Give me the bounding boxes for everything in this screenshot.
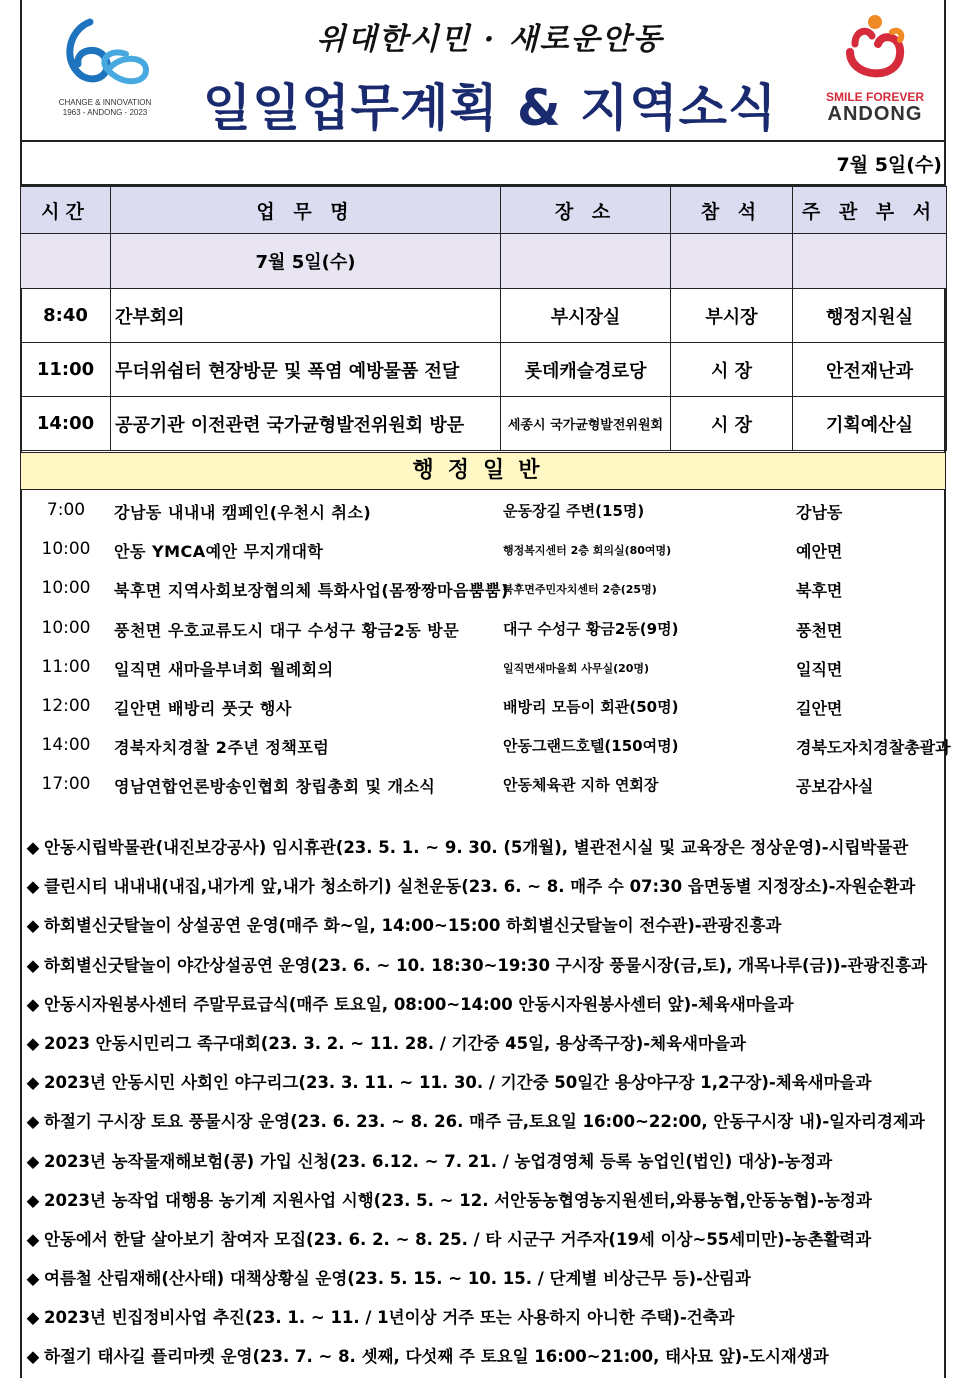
diamond-bullet-icon: ◆ <box>26 877 40 897</box>
anniversary-60-logo <box>50 12 160 122</box>
item-name: 북후면 지역사회보장협의체 특화사업(몸짱짱마음뿜뿜) <box>114 581 509 601</box>
diamond-bullet-icon: ◆ <box>26 1033 40 1053</box>
diamond-bullet-icon: ◆ <box>26 955 40 975</box>
header-time: 시간 <box>21 187 111 234</box>
notice-item: ◆ 2023년 빈집정비사업 추진(23. 1. ~ 11. / 1년이상 거주 또는 사용하지 아니한 주택)-건축과 <box>22 1298 944 1337</box>
notice-list <box>22 828 944 1377</box>
item-place: 대구 수성구 황금2동(9명) <box>503 619 679 638</box>
item-name: 길안면 배방리 풋굿 행사 <box>114 698 292 718</box>
notice-item: ◆ 여름철 산림재해(산사태) 대책상황실 운영(23. 5. 15. ~ 10. 15. / 단계별 비상근무 등)-산림과 <box>22 1259 944 1298</box>
list-item <box>22 610 944 649</box>
item-org: 공보감사실 <box>796 777 874 797</box>
item-name: 풍천면 우호교류도시 대구 수성구 황금2동 방문 <box>114 620 460 640</box>
item-org: 풍천면 <box>796 620 843 640</box>
page-header <box>20 0 946 142</box>
item-place: 운동장길 주변(15명) <box>503 502 645 520</box>
schedule-table <box>20 186 947 451</box>
notice-item: ◆ 2023년 안동시민 사회인 야구리그(23. 3. 11. ~ 11. 30. / 기간중 50일간 용상야구장 1,2구장)-체육새마을과 <box>22 1063 944 1102</box>
event-time: 14:00 <box>21 397 111 451</box>
event-time: 11:00 <box>21 343 111 397</box>
list-item <box>22 766 944 805</box>
item-time: 17:00 <box>41 774 91 795</box>
item-time: 7:00 <box>46 500 86 520</box>
admin-list <box>22 492 951 806</box>
slogan: 위대한시민 · 새로운안동 <box>316 22 664 57</box>
notice-item: ◆ 하절기 태사길 플리마켓 운영(23. 7. ~ 8. 셋째, 다섯째 주 토요일 16:00~21:00, 태사묘 앞)-도시재생과 <box>22 1337 944 1376</box>
item-place: 배방리 모듬이 회관(50명) <box>503 697 679 716</box>
table-date-row <box>21 234 947 289</box>
header-dept: 주 관 부 서 <box>793 187 947 234</box>
item-name: 강남동 내내내 캠페인(우천시 취소) <box>114 503 372 522</box>
item-time: 10:00 <box>41 578 91 599</box>
table-row <box>21 343 947 397</box>
item-org: 일직면 <box>796 659 843 679</box>
event-name: 공공기관 이전관련 국가균형발전위원회 방문 <box>111 397 501 451</box>
item-place: 안동그랜드호텔(150여명) <box>503 737 679 756</box>
item-org: 북후면 <box>796 581 843 601</box>
diamond-bullet-icon: ◆ <box>26 1151 40 1171</box>
date-row <box>20 142 946 186</box>
item-name: 일직면 새마을부녀회 월례회의 <box>114 659 334 679</box>
table-date-cell: 7월 5일(수) <box>111 234 501 289</box>
item-place: 안동체육관 지하 연회장 <box>503 776 659 795</box>
date-label: 7월 5일(수) <box>836 154 942 176</box>
item-time: 10:00 <box>41 539 91 560</box>
event-name: 간부회의 <box>111 289 501 343</box>
table-header-row <box>21 187 947 234</box>
notice-item: ◆ 안동시자원봉사센터 주말무료급식(매주 토요일, 08:00~14:00 안동시자원봉사센터 앞)-체육새마을과 <box>22 985 944 1024</box>
andong-brand-logo <box>810 10 940 130</box>
notice-item: ◆ 2023년 농작물재해보험(콩) 가입 신청(23. 6.12. ~ 7. 21. / 농업경영체 등록 농업인(법인) 대상)-농정과 <box>22 1142 944 1181</box>
header-place: 장 소 <box>501 187 671 234</box>
item-name: 경북자치경찰 2주년 정책포럼 <box>114 738 330 758</box>
item-time: 12:00 <box>41 695 91 716</box>
event-attend: 부시장 <box>671 289 793 343</box>
item-time: 11:00 <box>41 656 91 677</box>
event-dept: 기획예산실 <box>793 397 947 451</box>
event-place: 부시장실 <box>501 289 671 343</box>
event-name: 무더위쉼터 현장방문 및 폭염 예방물품 전달 <box>111 343 501 397</box>
logo-caption-line2: 1963 - ANDONG - 2023 <box>62 108 148 117</box>
event-attend: 시 장 <box>671 343 793 397</box>
notice-item: ◆ 안동에서 한달 살아보기 참여자 모집(23. 6. 2. ~ 8. 25. / 타 시군구 거주자(19세 이상~55세미만)-농촌활력과 <box>22 1220 944 1259</box>
list-item <box>22 688 944 727</box>
diamond-bullet-icon: ◆ <box>26 1347 40 1367</box>
admin-section-title: 행정일반 <box>20 452 946 490</box>
item-name: 안동 YMCA예안 무지개대학 <box>114 542 324 562</box>
list-item <box>22 531 944 570</box>
notice-item: ◆ 하절기 구시장 토요 풍물시장 운영(23. 6. 23. ~ 8. 26. 매주 금,토요일 16:00~22:00, 안동구시장 내)-일자리경제과 <box>22 1102 944 1141</box>
diamond-bullet-icon: ◆ <box>26 1112 40 1132</box>
diamond-bullet-icon: ◆ <box>26 1269 40 1289</box>
event-attend: 시 장 <box>671 397 793 451</box>
notice-item: ◆ 2023 안동시민리그 족구대회(23. 3. 2. ~ 11. 28. / 기간중 45일, 용상족구장)-체육새마을과 <box>22 1024 944 1063</box>
notice-item: ◆ 하회별신굿탈놀이 야간상설공연 운영(23. 6. ~ 10. 18:30~19:30 구시장 풍물시장(금,토), 개목나루(금))-관광진흥과 <box>22 946 944 985</box>
notice-item: ◆ 안동시립박물관(내진보강공사) 임시휴관(23. 5. 1. ~ 9. 30. (5개월), 별관전시실 및 교육장은 정상운영)-시립박물관 <box>22 828 944 867</box>
diamond-bullet-icon: ◆ <box>26 1308 40 1328</box>
brand-line1: SMILE FOREVER <box>825 90 924 104</box>
item-place: 북후면주민자치센터 2층(25명) <box>503 583 657 597</box>
table-row <box>21 397 947 451</box>
event-dept: 안전재난과 <box>793 343 947 397</box>
item-org: 경북도자치경찰총괄과 <box>796 738 951 758</box>
list-item <box>22 727 951 766</box>
diamond-bullet-icon: ◆ <box>26 994 40 1014</box>
item-place: 일직면새마을회 사무실(20명) <box>503 661 650 675</box>
header-attend: 참 석 <box>671 187 793 234</box>
page-title: 일일업무계획 & 지역소식 <box>202 79 778 137</box>
event-place: 세종시 국가균형발전위원회 <box>501 397 671 451</box>
item-place: 행정복지센터 2층 회의실(80여명) <box>503 544 672 558</box>
list-item <box>22 649 944 688</box>
diamond-bullet-icon: ◆ <box>26 1190 40 1210</box>
item-name: 영남연합언론방송인협회 창립총회 및 개소식 <box>114 777 436 797</box>
brand-line2: ANDONG <box>827 103 923 125</box>
event-dept: 행정지원실 <box>793 289 947 343</box>
list-item <box>22 492 944 531</box>
diamond-bullet-icon: ◆ <box>26 838 40 857</box>
diamond-bullet-icon: ◆ <box>26 1229 40 1249</box>
item-time: 10:00 <box>41 617 91 638</box>
notice-item: ◆ 2023년 농작업 대행용 농기계 지원사업 시행(23. 5. ~ 12. 서안동농협영농지원센터,와룡농협,안동농협)-농정과 <box>22 1181 944 1220</box>
item-org: 예안면 <box>796 542 843 562</box>
table-row <box>21 289 947 343</box>
notice-item: ◆ 하회별신굿탈놀이 상설공연 운영(매주 화~일, 14:00~15:00 하회별신굿탈놀이 전수관)-관광진흥과 <box>22 906 944 945</box>
item-time: 14:00 <box>41 735 91 756</box>
list-item <box>22 570 944 609</box>
logo-caption-line1: CHANGE & INNOVATION <box>58 98 152 107</box>
diamond-bullet-icon: ◆ <box>26 1073 40 1093</box>
notice-item: ◆ 클린시티 내내내(내집,내가게 앞,내가 청소하기) 실천운동(23. 6. ~ 8. 매주 수 07:30 읍면동별 지정장소)-자원순환과 <box>22 867 944 906</box>
diamond-bullet-icon: ◆ <box>26 916 40 936</box>
item-org: 강남동 <box>796 503 843 522</box>
item-org: 길안면 <box>796 698 843 718</box>
header-task: 업 무 명 <box>111 187 501 234</box>
event-time: 8:40 <box>21 289 111 343</box>
event-place: 롯데캐슬경로당 <box>501 343 671 397</box>
